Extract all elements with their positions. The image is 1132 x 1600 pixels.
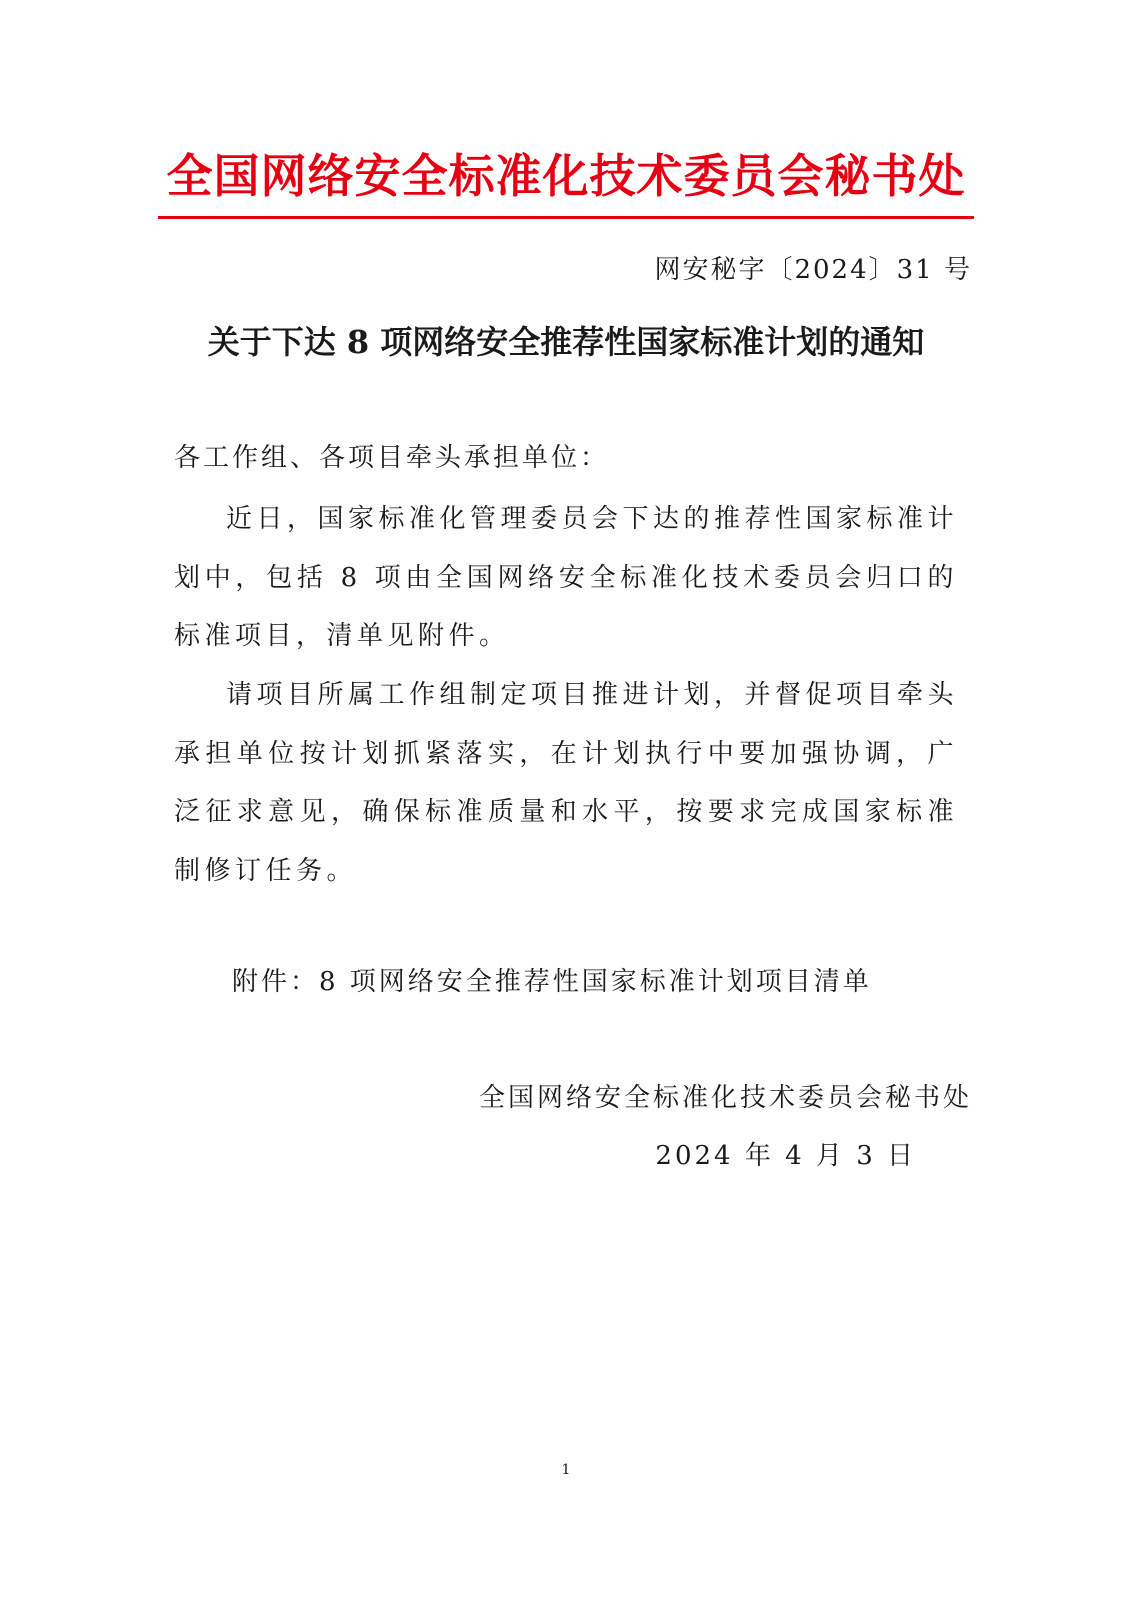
salutation: 各工作组、各项目牵头承担单位： [174, 443, 610, 473]
letterhead-red-rule [158, 216, 974, 219]
letterhead-title: 全国网络安全标准化技术委员会秘书处 [166, 149, 966, 203]
body-paragraph-1: 近日，国家标准化管理委员会下达的推荐性国家标准计划中，包括 8 项由全国网络安全标准化技术委员会归口的标准项目，清单见附件。 [174, 504, 959, 651]
attachment-line: 附件：8 项网络安全推荐性国家标准计划项目清单 [232, 967, 872, 997]
document-number: 网安秘字〔2024〕31 号 [654, 255, 972, 285]
signature-organization: 全国网络安全标准化技术委员会秘书处 [478, 1083, 972, 1113]
body-paragraph-2: 请项目所属工作组制定项目推进计划，并督促项目牵头承担单位按计划抓紧落实，在计划执行中要加强协调，广泛征求意见，确保标准质量和水平，按要求完成国家标准制修订任务。 [174, 680, 959, 886]
signature-date: 2024 年 4 月 3 日 [655, 1141, 916, 1171]
page-number: 1 [561, 1462, 571, 1478]
document-title: 关于下达 8 项网络安全推荐性国家标准计划的通知 [207, 323, 925, 361]
